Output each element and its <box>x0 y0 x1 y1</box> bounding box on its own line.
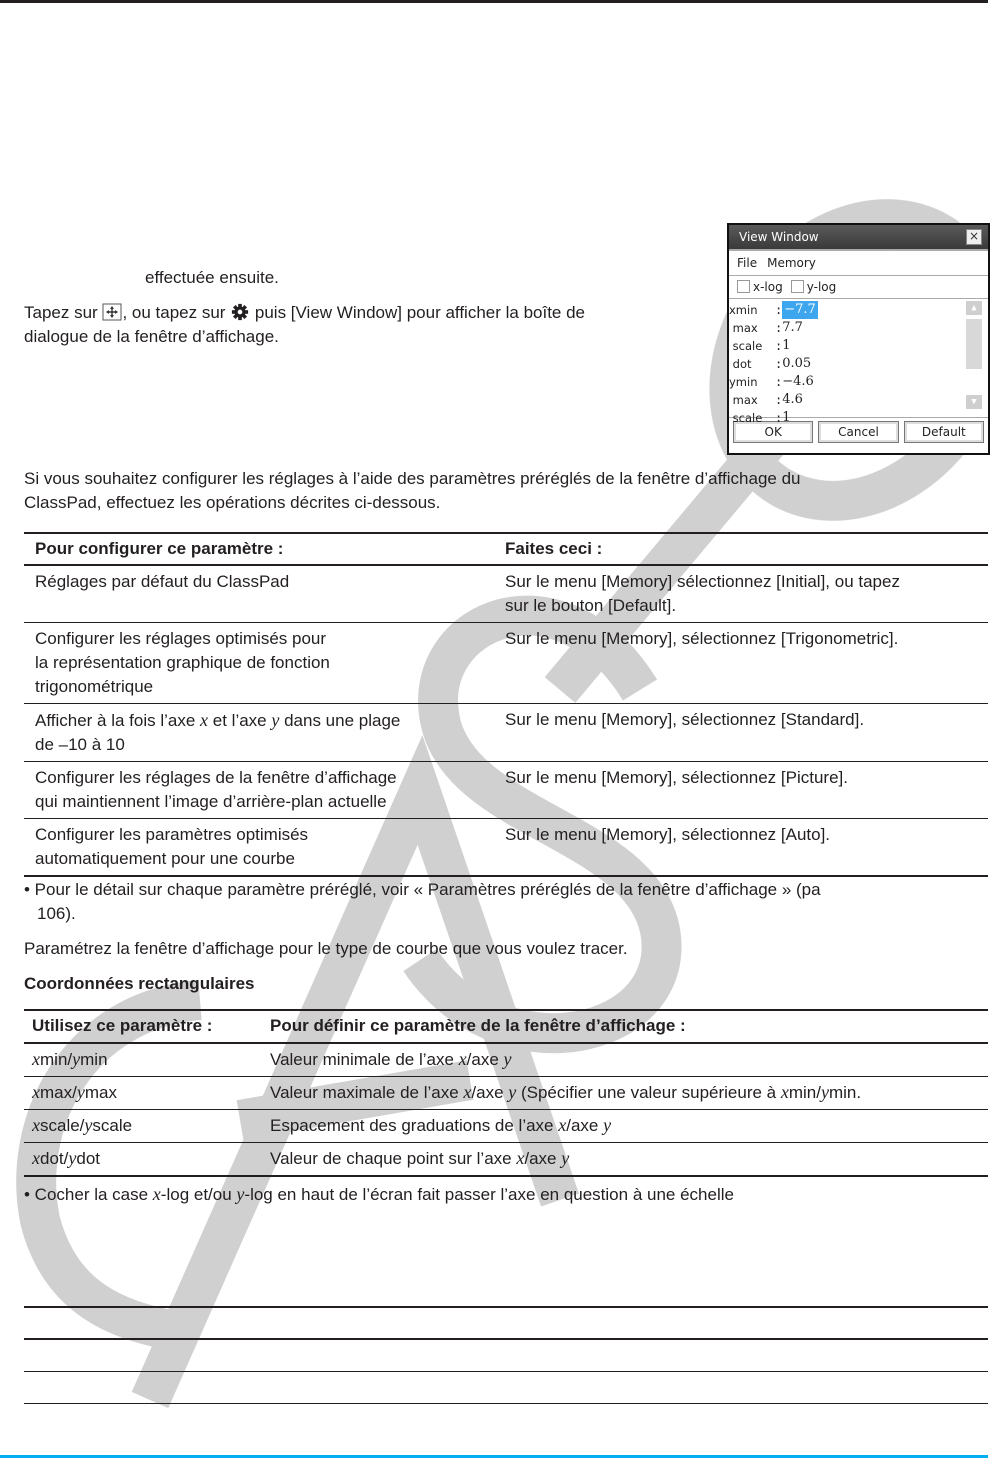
math-x: x <box>32 1115 40 1135</box>
cell-line: la représentation graphique de fonction <box>35 653 330 672</box>
field-value[interactable]: 4.6 <box>782 392 803 407</box>
math-y: y <box>68 1148 77 1168</box>
note-presets-line2: 106). <box>37 904 76 923</box>
cell-line: Configurer les paramètres optimisés <box>35 825 309 844</box>
text: scale <box>92 1116 133 1135</box>
empty-table-rule <box>24 1403 988 1404</box>
presets-intro-line1: Si vous souhaitez configurer les réglages à l’aide des paramètres préréglés de la fenêtre d’affichage du <box>24 469 801 488</box>
field-value[interactable]: −7.7 <box>784 302 816 317</box>
cell-line: qui maintiennent l’image d’arrière-plan actuelle <box>35 792 387 811</box>
math-x: x <box>32 1082 40 1102</box>
table-row <box>24 704 988 762</box>
rect-heading: Coordonnées rectangulaires <box>24 974 255 993</box>
continuation-text: effectuée ensuite. <box>145 268 279 287</box>
table-cell <box>270 1044 988 1076</box>
math-y: y <box>72 1049 81 1069</box>
math-y: y <box>603 1115 612 1135</box>
cell-line: automatiquement pour une courbe <box>35 849 295 868</box>
table-header <box>24 1009 988 1044</box>
rect-coords-table <box>24 1009 988 1177</box>
field-xmin[interactable] <box>729 301 988 319</box>
text: /axe <box>471 1083 509 1102</box>
field-label: xmin <box>729 303 758 317</box>
cell-line: Configurer les réglages optimisés pour <box>35 629 327 648</box>
dialog-title-bar <box>729 225 988 251</box>
table-cell <box>24 819 505 875</box>
field-label: dot <box>729 357 752 371</box>
field-sep: : <box>775 393 783 407</box>
cell-line: Sur le menu [Memory], sélectionnez [Auto]. <box>505 825 831 844</box>
table-row <box>24 1110 988 1143</box>
cell-line: trigonométrique <box>35 677 154 696</box>
table-cell <box>505 819 988 875</box>
field-xdot[interactable] <box>729 355 988 373</box>
table-cell <box>24 566 505 622</box>
math-x: x <box>558 1115 567 1135</box>
scroll-up-icon[interactable]: ▲ <box>966 301 982 315</box>
y-log-checkbox[interactable] <box>791 280 837 294</box>
table-cell <box>505 704 988 761</box>
table-cell <box>24 704 505 761</box>
text: Espacement des graduations de l’axe <box>270 1116 559 1135</box>
dialog-menu-bar <box>729 251 988 276</box>
cell-line <box>35 708 505 733</box>
table-cell <box>24 762 505 818</box>
text: min. <box>828 1083 862 1102</box>
presets-intro-line2: ClassPad, effectuez les opérations décrites ci-dessous. <box>24 493 441 512</box>
text: scale/ <box>40 1116 85 1135</box>
dialog-fields <box>729 299 988 425</box>
field-label: max <box>729 393 758 407</box>
text: max/ <box>40 1083 77 1102</box>
text: min <box>80 1050 108 1069</box>
default-button[interactable]: Default <box>904 421 984 443</box>
log-checkboxes <box>729 276 988 299</box>
text: dot <box>76 1149 100 1168</box>
field-value[interactable]: 1 <box>782 410 791 425</box>
cell-line: Configurer les réglages de la fenêtre d’affichage <box>35 768 397 787</box>
field-sep: : <box>775 375 783 389</box>
cell-line: Sur le menu [Memory] sélectionnez [Initial], ou tapez <box>505 572 900 591</box>
header-cell: Utilisez ce paramètre : <box>32 1016 213 1035</box>
tap-instruction-line2: dialogue de la fenêtre d’affichage. <box>24 327 279 346</box>
table-cell <box>505 566 988 622</box>
text: (Spécifier une valeur supérieure à <box>516 1083 781 1102</box>
empty-table-rule <box>24 1371 988 1372</box>
text: dans une plage <box>279 711 401 730</box>
x-log-label: x-log <box>753 280 783 294</box>
header-cell: Pour définir ce paramètre de la fenêtre d’affichage : <box>270 1016 686 1035</box>
checkbox-box <box>737 280 750 293</box>
math-y: y <box>236 1184 245 1204</box>
ok-button[interactable]: OK <box>733 421 813 443</box>
math-x: x <box>32 1148 40 1168</box>
field-label: scale <box>729 411 763 425</box>
math-y: y <box>508 1082 517 1102</box>
table-header <box>24 532 988 566</box>
log-note <box>24 1182 734 1207</box>
field-xscale[interactable] <box>729 337 988 355</box>
text: Afficher à la fois l’axe <box>35 711 201 730</box>
field-value[interactable]: −4.6 <box>782 374 814 389</box>
table-cell <box>24 1044 270 1076</box>
table-cell <box>24 1077 270 1109</box>
presets-table <box>24 532 988 877</box>
table-row <box>24 762 988 819</box>
math-y: y <box>271 710 280 730</box>
math-x: x <box>780 1082 789 1102</box>
set-window-text: Paramétrez la fenêtre d’affichage pour le type de courbe que vous voulez tracer. <box>24 939 628 958</box>
x-log-checkbox[interactable] <box>737 280 783 294</box>
table-cell <box>270 1143 988 1175</box>
empty-table-rule <box>24 1306 988 1308</box>
dialog-title: View Window <box>739 230 819 244</box>
field-ymax[interactable] <box>729 391 988 409</box>
text: Valeur maximale de l’axe <box>270 1083 464 1102</box>
table-row <box>24 1077 988 1110</box>
text: -log en haut de l’écran fait passer l’axe en question à une échelle <box>244 1185 734 1204</box>
field-value[interactable]: 1 <box>782 338 791 353</box>
field-value[interactable]: 7.7 <box>782 320 803 335</box>
table-cell <box>24 1110 270 1142</box>
scrollbar[interactable] <box>966 301 982 413</box>
table-cell <box>505 762 988 818</box>
close-icon[interactable]: × <box>966 229 982 245</box>
math-y: y <box>84 1115 93 1135</box>
scroll-thumb[interactable] <box>966 319 982 369</box>
math-x: x <box>200 710 209 730</box>
text: Valeur de chaque point sur l’axe <box>270 1149 517 1168</box>
text: min/ <box>40 1050 73 1069</box>
text: max <box>84 1083 117 1102</box>
menu-file[interactable]: File <box>737 256 758 270</box>
math-y: y <box>76 1082 85 1102</box>
menu-memory[interactable]: Memory <box>767 256 816 270</box>
header-cell: Faites ceci : <box>505 539 603 558</box>
text: /axe <box>524 1149 562 1168</box>
cancel-button[interactable]: Cancel <box>818 421 898 443</box>
table-cell <box>24 1143 270 1175</box>
table-row <box>24 566 988 623</box>
field-sep: : <box>775 339 783 353</box>
math-y: y <box>561 1148 570 1168</box>
table-cell <box>270 1110 988 1142</box>
tap-text-2: , ou tapez sur <box>122 303 231 322</box>
table-row <box>24 819 988 877</box>
table-row <box>24 1044 988 1077</box>
text: -log et/ou <box>160 1185 237 1204</box>
cell-line: Sur le menu [Memory], sélectionnez [Picture]. <box>505 768 848 787</box>
field-sep: : <box>775 321 783 335</box>
table-cell <box>270 1077 988 1109</box>
table-row <box>24 1143 988 1177</box>
math-y: y <box>503 1049 512 1069</box>
scroll-down-icon[interactable]: ▼ <box>966 395 982 409</box>
math-y: y <box>820 1082 829 1102</box>
math-x: x <box>458 1049 467 1069</box>
note-presets-line1: • Pour le détail sur chaque paramètre préréglé, voir « Paramètres préréglés de la fenêtre d’affichage » (pa <box>24 880 821 899</box>
table-cell <box>24 623 505 703</box>
math-x: x <box>463 1082 472 1102</box>
text: et l’axe <box>208 711 272 730</box>
table-cell <box>505 623 988 703</box>
text: min/ <box>788 1083 821 1102</box>
header-cell: Pour configurer ce paramètre : <box>35 539 284 558</box>
math-x: x <box>152 1184 161 1204</box>
text: • Cocher la case <box>24 1185 153 1204</box>
field-ymin[interactable] <box>729 373 988 391</box>
field-yscale[interactable] <box>729 409 988 427</box>
field-sep: : <box>775 357 783 371</box>
field-label: max <box>729 321 758 335</box>
text: Valeur minimale de l’axe <box>270 1050 459 1069</box>
tap-instruction <box>24 301 585 328</box>
text: dot/ <box>40 1149 69 1168</box>
cell-line: Sur le menu [Memory], sélectionnez [Trigonometric]. <box>505 629 899 648</box>
cell-line: sur le bouton [Default]. <box>505 596 677 615</box>
cell-line: Sur le menu [Memory], sélectionnez [Standard]. <box>505 710 865 729</box>
view-window-dialog <box>727 223 990 455</box>
field-sep: : <box>775 411 783 425</box>
math-x: x <box>516 1148 525 1168</box>
tap-text-3: puis [View Window] pour afficher la boîte de <box>250 303 586 322</box>
math-x: x <box>32 1049 40 1069</box>
tap-text-1: Tapez sur <box>24 303 103 322</box>
checkbox-box <box>791 280 804 293</box>
cell-line: Réglages par défaut du ClassPad <box>35 572 290 591</box>
text: /axe <box>466 1050 504 1069</box>
field-xmax[interactable] <box>729 319 988 337</box>
cell-line: de –10 à 10 <box>35 735 125 754</box>
empty-table-rule <box>24 1338 988 1340</box>
table-row <box>24 623 988 704</box>
field-label: ymin <box>729 375 758 389</box>
y-log-label: y-log <box>806 280 837 294</box>
text: /axe <box>566 1116 604 1135</box>
field-sep: : <box>775 303 783 317</box>
field-label: scale <box>729 339 763 353</box>
field-value[interactable]: 0.05 <box>782 356 812 371</box>
